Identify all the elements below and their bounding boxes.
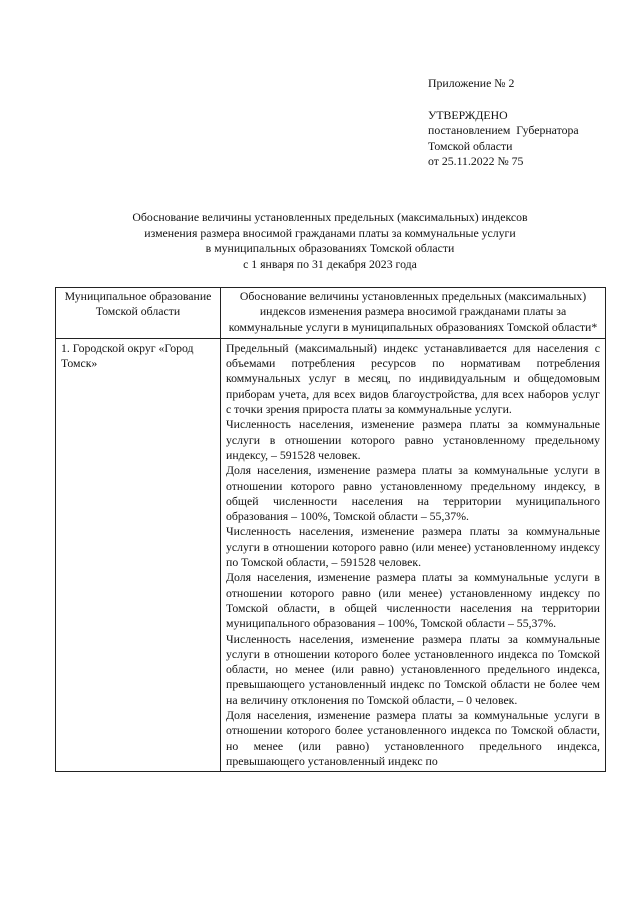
- table-header-row: [56, 288, 606, 339]
- title-line-1: Обоснование величины установленных предельных (максимальных) индексов: [132, 210, 528, 224]
- paragraph: Численность населения, изменение размера платы за коммунальные услуги в отношении которого равно (или менее) установленному индексу по Томской области, – 591528 человек.: [226, 524, 600, 570]
- document-title: [60, 210, 600, 272]
- paragraph: Численность населения, изменение размера платы за коммунальные услуги в отношении которого равно установленному предельному индексу, – 591528 человек.: [226, 417, 600, 462]
- paragraph: Доля населения, изменение размера платы за коммунальные услуги в отношении которого равно (или менее) установленному индексу по Томской области, в общей численности населения на территории муниципального образования – 100%, Томской области – 55,37%.: [226, 570, 600, 631]
- justification-cell: [221, 338, 606, 771]
- paragraph: Доля населения, изменение размера платы за коммунальные услуги в отношении которого равно установленному предельному индексу, в общей численности населения на территории муниципального образования – 100%, Томской области – 55,37%.: [226, 463, 600, 524]
- title-line-3: в муниципальных образованиях Томской области: [205, 241, 455, 255]
- appendix-label: Приложение № 2: [428, 76, 515, 90]
- approval-line-3: от 25.11.2022 № 75: [428, 154, 524, 168]
- header-justification: Обоснование величины установленных предельных (максимальных) индексов изменения размера вносимой гражданами платы за коммунальные услуги в муниципальных образованиях Томской области*: [221, 288, 606, 339]
- approval-line-2: Томской области: [428, 138, 513, 153]
- paragraph: Предельный (максимальный) индекс устанавливается для населения с объемами потребления ресурсов по нормативам потребления коммунальных услуг в месяц, по индивидуальным и общедомовым приборам учета, для всех видов благоустройства, для всех наборов услуг с точки зрения прироста платы за коммунальные услуги.: [226, 340, 600, 417]
- title-line-4: с 1 января по 31 декабря 2023 года: [243, 256, 417, 271]
- paragraph: Доля населения, изменение размера платы за коммунальные услуги в отношении которого более установленного индекса по Томской области, но менее (или равно) установленного предельного индекса, превышающего установленный индекс по: [226, 708, 600, 768]
- table-row: [56, 338, 606, 771]
- approved-label: УТВЕРЖДЕНО: [428, 107, 508, 122]
- title-line-2: изменения размера вносимой гражданами платы за коммунальные услуги: [144, 225, 516, 240]
- paragraph: Численность населения, изменение размера платы за коммунальные услуги в отношении которого более установленного индекса по Томской области, но менее (или равно) установленного предельного индекса, превышающего установленный индекс по Томской области не более чем на величину отклонения по Томской области, – 0 человек.: [226, 631, 600, 707]
- municipality-cell: 1. Городской округ «Город Томск»: [56, 338, 221, 771]
- approval-block: [428, 76, 628, 170]
- approval-line-1: постановлением Губернатора: [428, 123, 579, 137]
- header-municipality: Муниципальное образование Томской области: [56, 288, 221, 339]
- justification-table: [55, 287, 606, 772]
